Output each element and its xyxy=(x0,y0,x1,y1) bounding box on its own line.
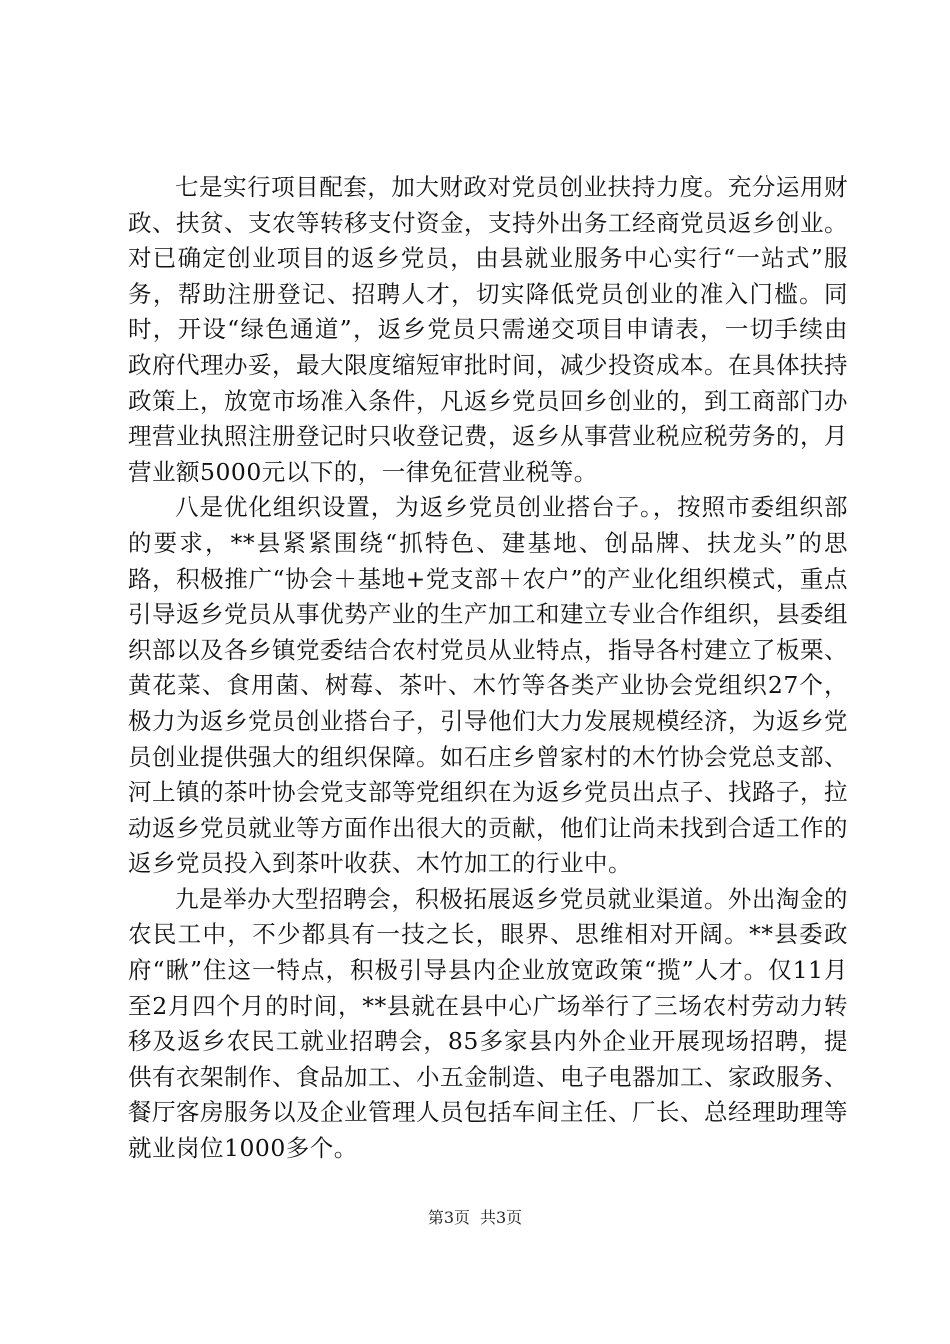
page-footer xyxy=(0,1208,950,1228)
paragraph-nine: 九是举办大型招聘会，积极拓展返乡党员就业渠道。外出淘金的农民工中，不少都具有一技之长，眼界、思维相对开阔。**县委政府“瞅”住这一特点，积极引导县内企业放宽政策“揽”人才。仅11月至2月四个月的时间，**县就在县中心广场举行了三场农村劳动力转移及返乡农民工就业招聘会，85多家县内外企业开展现场招聘，提供有衣架制作、食品加工、小五金制造、电子电器加工、家政服务、餐厅客房服务以及企业管理人员包括车间主任、厂长、总经理助理等就业岗位1000多个。 xyxy=(128,884,848,1163)
paragraph-seven: 七是实行项目配套，加大财政对党员创业扶持力度。充分运用财政、扶贫、支农等转移支付资金，支持外出务工经商党员返乡创业。对已确定创业项目的返乡党员，由县就业服务中心实行“一站式”服务，帮助注册登记、招聘人才，切实降低党员创业的准入门槛。同时，开设“绿色通道”，返乡党员只需递交项目申请表，一切手续由政府代理办妥，最大限度缩短审批时间，减少投资成本。在具体扶持政策上，放宽市场准入条件，凡返乡党员回乡创业的，到工商部门办理营业执照注册登记时只收登记费，返乡从事营业税应税劳务的，月营业额5000元以下的，一律免征营业税等。 xyxy=(128,173,848,486)
page-number: 第3页 xyxy=(427,1208,470,1227)
page-total: 共3页 xyxy=(480,1208,523,1227)
paragraph-eight: 八是优化组织设置，为返乡党员创业搭台子。，按照市委组织部的要求，**县紧紧围绕“抓特色、建基地、创品牌、扶龙头”的思路，积极推广“协会＋基地+党支部＋农户”的产业化组织模式，重点引导返乡党员从事优势产业的生产加工和建立专业合作组织，县委组织部以及各乡镇党委结合农村党员从业特点，指导各村建立了板栗、黄花菜、食用菌、树莓、茶叶、木竹等各类产业协会党组织27个，极力为返乡党员创业搭台子，引导他们大力发展规模经济，为返乡党员创业提供强大的组织保障。如石庄乡曾家村的木竹协会党总支部、河上镇的茶叶协会党支部等党组织在为返乡党员出点子、找路子，拉动返乡党员就业等方面作出很大的贡献，他们让尚未找到合适工作的返乡党员投入到茶叶收获、木竹加工的行业中。 xyxy=(128,493,848,878)
document-body xyxy=(128,170,848,1167)
